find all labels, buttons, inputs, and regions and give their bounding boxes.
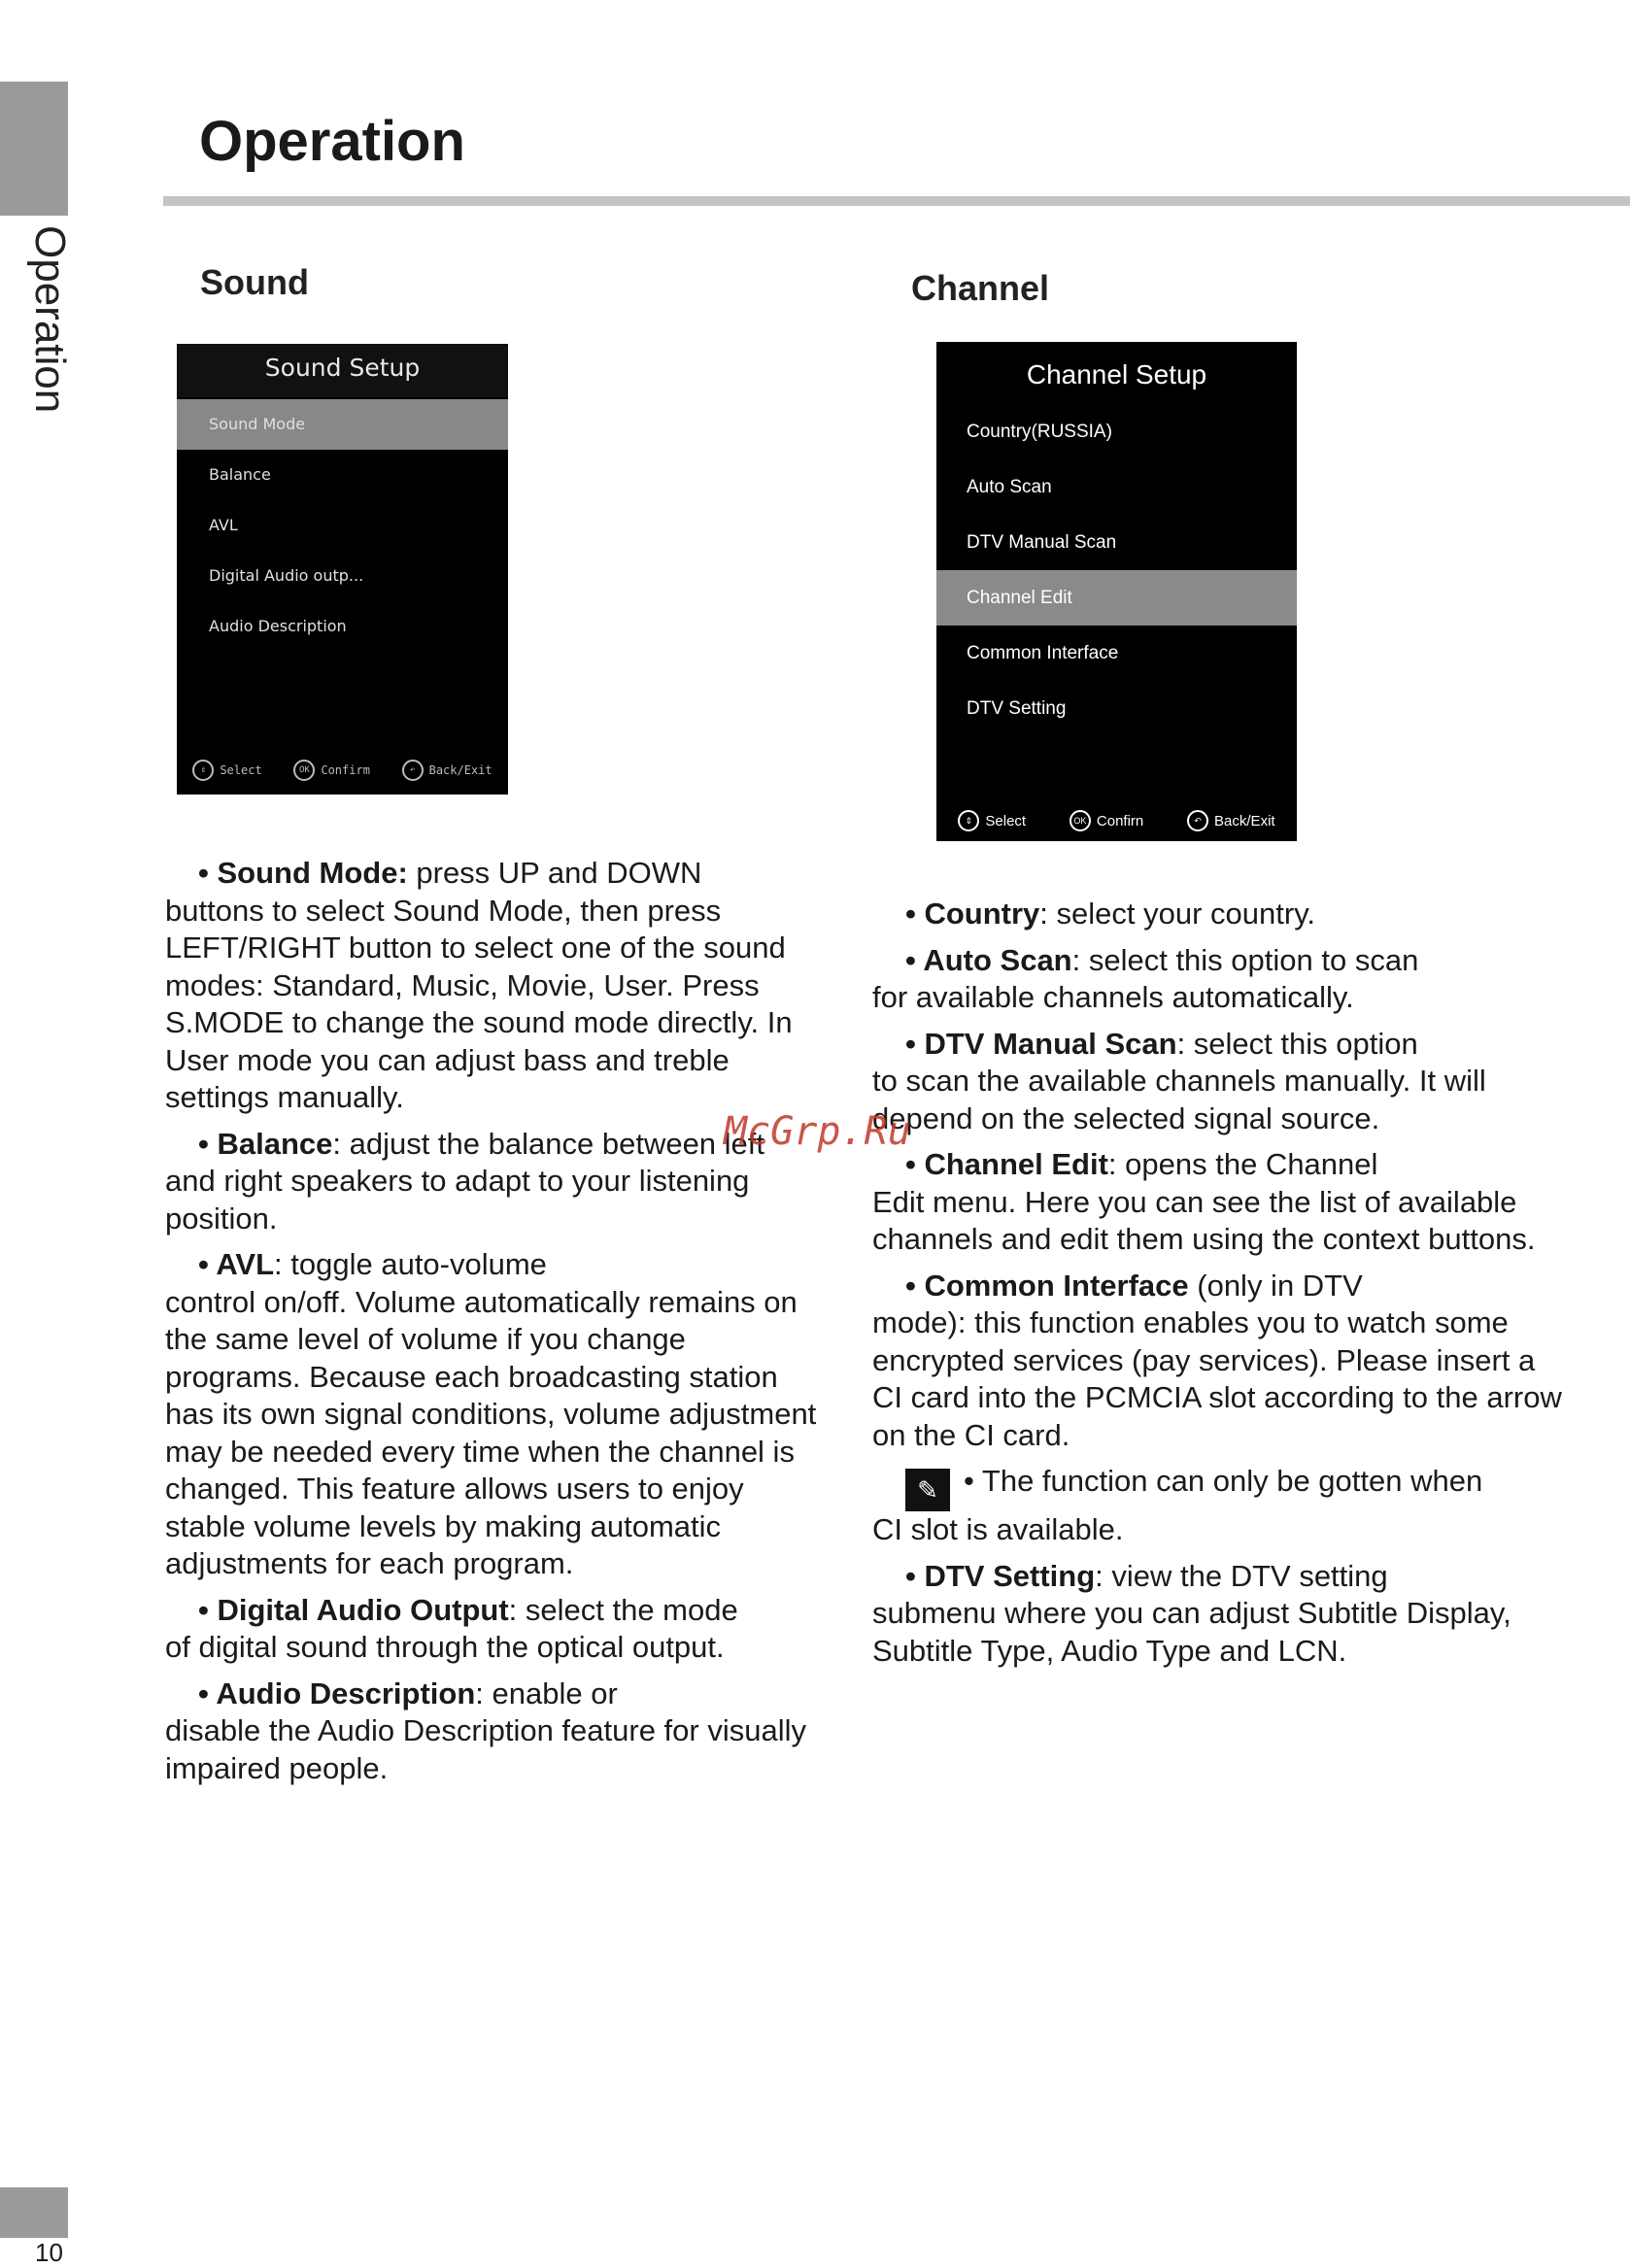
lead-text: : view the DTV setting (1095, 1558, 1388, 1593)
bullet (165, 1126, 764, 1164)
lead-text: : select your country. (1039, 897, 1316, 931)
lead-text: : enable or (475, 1676, 618, 1710)
menu-item-audio-description: Audio Description (209, 617, 347, 635)
body-text: CI slot is available. (872, 1512, 1124, 1547)
page-title: Operation (199, 110, 465, 173)
sound-mode-description (165, 855, 826, 1117)
menu-title: Sound Setup (264, 354, 421, 382)
lead-text: : select this option (1176, 1026, 1418, 1061)
lead-text: press UP and DOWN (407, 856, 702, 890)
hint-label: Back/Exit (428, 763, 492, 777)
ok-icon: OK (293, 760, 315, 781)
note-pen-icon: ✎ (905, 1469, 950, 1511)
channel-setup-menu (936, 342, 1297, 841)
menu-item-sound-mode: Sound Mode (177, 399, 508, 450)
menu-item-avl: AVL (209, 516, 238, 534)
sound-setup-menu (177, 344, 508, 795)
page-number: 10 (35, 2238, 63, 2267)
bullet (872, 1026, 1418, 1064)
dtv-setting-description (872, 1558, 1572, 1671)
updown-icon: ⇕ (192, 760, 214, 781)
term: AVL (216, 1247, 275, 1281)
term: DTV Setting (924, 1558, 1096, 1593)
menu-item-auto-scan: Auto Scan (967, 477, 1052, 497)
menu-item-common-interface: Common Interface (967, 643, 1119, 663)
channel-heading: Channel (911, 268, 1050, 308)
lead-text: : toggle auto-volume (274, 1247, 547, 1281)
hint-label: Select (985, 812, 1027, 829)
body-text: submenu where you can adjust Subtitle Display, Subtitle Type, Audio Type and LCN. (872, 1596, 1511, 1668)
body-text: and right speakers to adapt to your listening position. (165, 1164, 750, 1236)
body-text: buttons to select Sound Mode, then press LEFT/RIGHT button to select one of the sound modes: Standard, Music, Movie, User. Press S.MODE to change the sound mode directly. In User mode you can adjust bass and treble settings manually. (165, 893, 793, 1114)
bullet (872, 1558, 1388, 1596)
menu-item-channel-edit: Channel Edit (936, 570, 1297, 626)
watermark: McGrp.Ru (724, 1109, 911, 1154)
side-tab (0, 82, 68, 216)
back-icon: ↶ (402, 760, 424, 781)
lead-text: : adjust the balance between left (332, 1126, 765, 1161)
country-description (872, 896, 1572, 933)
term: Digital Audio Output (217, 1592, 509, 1627)
ci-note (872, 1463, 1572, 1549)
body-text: mode): this function enables you to watch some encrypted services (pay services). Please insert a CI card into the PCMCIA slot according to the arrow on the CI card. (872, 1305, 1562, 1452)
body-text: disable the Audio Description feature for visually impaired people. (165, 1713, 806, 1785)
body-text: for available channels automatically. (872, 980, 1354, 1014)
bullet (165, 1592, 738, 1630)
menu-item-country: Country(RUSSIA) (967, 422, 1112, 442)
footer-hint-back (402, 760, 492, 781)
body-text: to scan the available channels manually. It will depend on the selected signal source. (872, 1064, 1486, 1135)
bullet (872, 1146, 1377, 1184)
digital-audio-output-description (165, 1592, 826, 1667)
bullet (165, 1246, 547, 1284)
bottom-tab (0, 2187, 68, 2238)
bullet (872, 896, 1315, 933)
side-label: Operation (26, 225, 74, 414)
lead-text: : select this option to scan (1071, 942, 1419, 977)
note-bullet: • (964, 1464, 982, 1498)
footer-hint-back (1187, 810, 1275, 831)
footer-hint-select (192, 760, 261, 781)
bullet (872, 942, 1418, 980)
footer-hint-confirm (1070, 810, 1143, 831)
common-interface-description (872, 1268, 1572, 1455)
ok-icon: OK (1070, 810, 1091, 831)
term: Balance (217, 1126, 333, 1161)
term: DTV Manual Scan (924, 1026, 1177, 1061)
body-text: Edit menu. Here you can see the list of available channels and edit them using the context buttons. (872, 1184, 1536, 1256)
dtv-manual-scan-description (872, 1026, 1572, 1138)
lead-text: : opens the Channel (1107, 1147, 1378, 1181)
menu-item-dtv-manual-scan: DTV Manual Scan (967, 532, 1117, 553)
term: Audio Description (216, 1676, 476, 1710)
hint-label: Select (220, 763, 262, 777)
body-text: of digital sound through the optical output. (165, 1630, 725, 1664)
lead-text: (only in DTV (1188, 1268, 1363, 1303)
lead-text: : select the mode (508, 1592, 738, 1627)
menu-footer (177, 760, 508, 781)
footer-hint-select (958, 810, 1026, 831)
avl-description (165, 1246, 826, 1583)
bullet (165, 855, 701, 893)
menu-item-balance: Balance (209, 465, 271, 484)
bullet (165, 1676, 618, 1713)
body-text: control on/off. Volume automatically remains on the same level of volume if you change programs. Because each broadcasting station has its own signal conditions, volume adjustment may be needed every time when the channel is changed. This feature allows users to enjoy stable volume levels by making automatic adjustments for each program. (165, 1284, 817, 1580)
menu-item-digital-audio-output: Digital Audio outp... (209, 566, 364, 585)
term: Channel Edit (924, 1147, 1108, 1181)
lead-text: The function can only be gotten when (981, 1464, 1483, 1498)
auto-scan-description (872, 942, 1572, 1017)
channel-edit-description (872, 1146, 1572, 1259)
title-rule (163, 196, 1630, 206)
term: Auto Scan (923, 942, 1072, 977)
back-icon: ↶ (1187, 810, 1208, 831)
channel-descriptions (872, 896, 1572, 1678)
audio-description-description (165, 1676, 826, 1788)
hint-label: Confirm (321, 763, 370, 777)
footer-hint-confirm (293, 760, 370, 781)
term: Sound Mode: (217, 856, 408, 890)
term: Country (924, 897, 1040, 931)
bullet (872, 1268, 1363, 1305)
updown-icon: ⇕ (958, 810, 979, 831)
sound-descriptions (165, 855, 826, 1796)
menu-footer (936, 810, 1297, 831)
menu-title: Channel Setup (1026, 359, 1207, 389)
hint-label: Confirn (1096, 812, 1144, 829)
sound-heading: Sound (200, 262, 309, 302)
menu-item-dtv-setting: DTV Setting (967, 698, 1067, 719)
term: Common Interface (924, 1268, 1189, 1303)
hint-label: Back/Exit (1214, 812, 1275, 829)
